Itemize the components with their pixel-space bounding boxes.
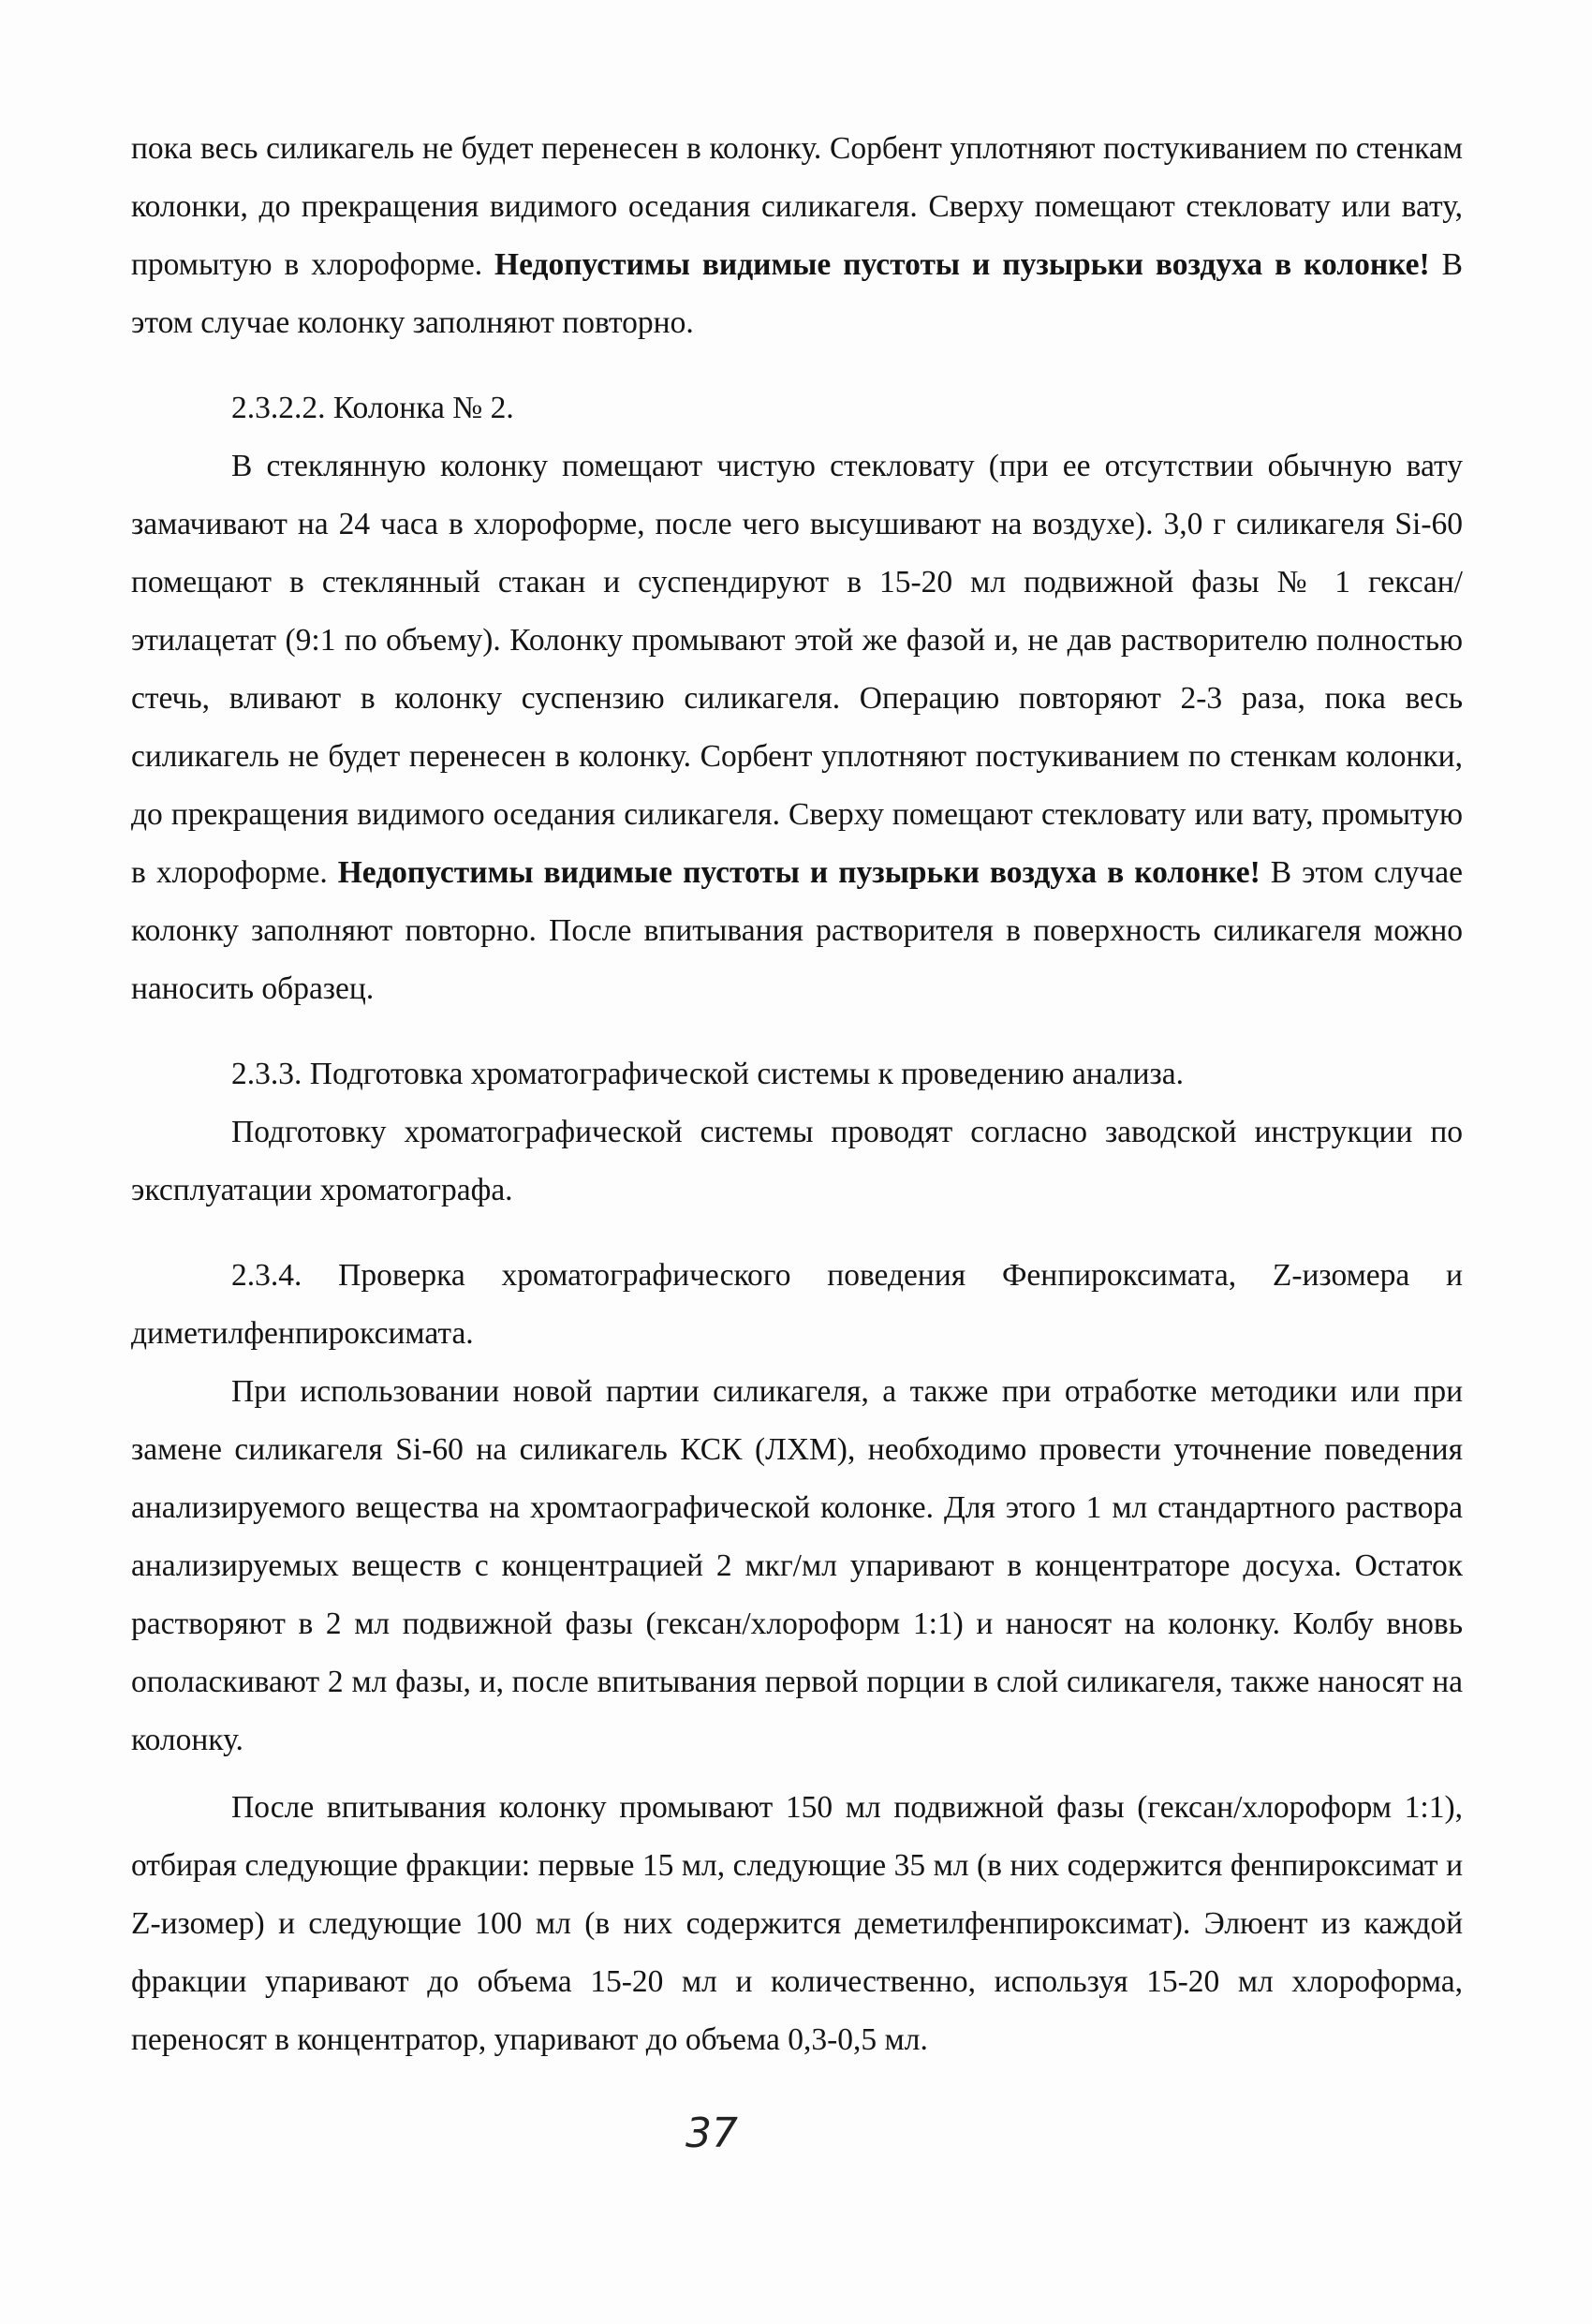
paragraph-silica-check: При использовании новой партии силикагеля, а также при отработке методики или при замене силикагеля Si-60 на силикагель КСК (ЛХМ), необходимо провести уточнение поведения анализируемого вещества на хромтаографической колонке. Для этого 1 мл стандартного раствора анализируемых веществ с концентрацией 2 мкг/мл упаривают в концентраторе досуха. Остаток растворяют в 2 мл подвижной фазы (гексан/хлороформ 1:1) и наносят на колонку. Колбу вновь ополаскивают 2 мл фазы, и, после впитывания первой порции в слой силикагеля, также наносят на колонку. xyxy=(131,1374,1463,1757)
paragraph-text: В этом случае колонку заполняют повторно. xyxy=(131,247,1463,340)
paragraph-elution: После впитывания колонку промывают 150 мл подвижной фазы (гексан/хлороформ 1:1), отбирая следующие фракции: первые 15 мл, следующие 35 мл (в них содержится фенпироксимат и Z-изомер) и следующие 100 мл (в них содержится деметилфенпироксимат). Элюент из каждой фракции упаривают до объема 15-20 мл и количественно, используя 15-20 мл хлороформа, переносят в концентратор, упаривают до объема 0,3-0,5 мл. xyxy=(131,1790,1463,2057)
paragraph-system-prep: Подготовку хроматографической системы проводят согласно заводской инструкции по эксплуатации хроматографа. xyxy=(131,1115,1463,1207)
section-heading-2-3-4: 2.3.4. Проверка хроматографического поведения Фенпироксимата, Z-изомера и диметилфенпироксимата. xyxy=(131,1258,1463,1351)
text-column xyxy=(131,120,1463,2069)
section-heading-2-3-3: 2.3.3. Подготовка хроматографической системы к проведению анализа. xyxy=(231,1057,1184,1091)
paragraph-text: В стеклянную колонку помещают чистую стекловату (при ее отсутствии обычную вату замачивают на 24 часа в хлороформе, после чего высушивают на воздухе). 3,0 г силикагеля Si-60 помещают в стеклянный стакан и суспендируют в 15-20 мл подвижной фазы № 1 гексан/этилацетат (9:1 по объему). Колонку промывают этой же фазой и, не дав растворителю полностью стечь, вливают в колонку суспензию силикагеля. Операцию повторяют 2-3 раза, пока весь силикагель не будет перенесен в колонку. Сорбент уплотняют постукиванием по стенкам колонки, до прекращения видимого оседания силикагеля. Сверху помещают стекловату или вату, промытую в хлороформе. xyxy=(131,449,1463,890)
warning-bold-text: Недопустимы видимые пустоты и пузырьки воздуха в колонке! xyxy=(337,855,1260,890)
section-heading-2-3-2-2: 2.3.2.2. Колонка № 2. xyxy=(231,391,514,425)
page-number: 37 xyxy=(685,2109,738,2157)
paragraph-column-packing-2 xyxy=(131,437,1463,1018)
paragraph-text: пока весь силикагель не будет перенесен в колонку. Сорбент уплотняют постукиванием по стенкам колонки, до прекращения видимого оседания силикагеля. Сверху помещают стекловату или вату, промытую в хлороформе. xyxy=(131,131,1463,282)
warning-bold-text: Недопустимы видимые пустоты и пузырьки воздуха в колонке! xyxy=(494,247,1430,282)
paragraph-text: В этом случае колонку заполняют повторно. После впитывания растворителя в поверхность силикагеля можно наносить образец. xyxy=(131,855,1463,1006)
paragraph-column-packing-1 xyxy=(131,120,1463,352)
